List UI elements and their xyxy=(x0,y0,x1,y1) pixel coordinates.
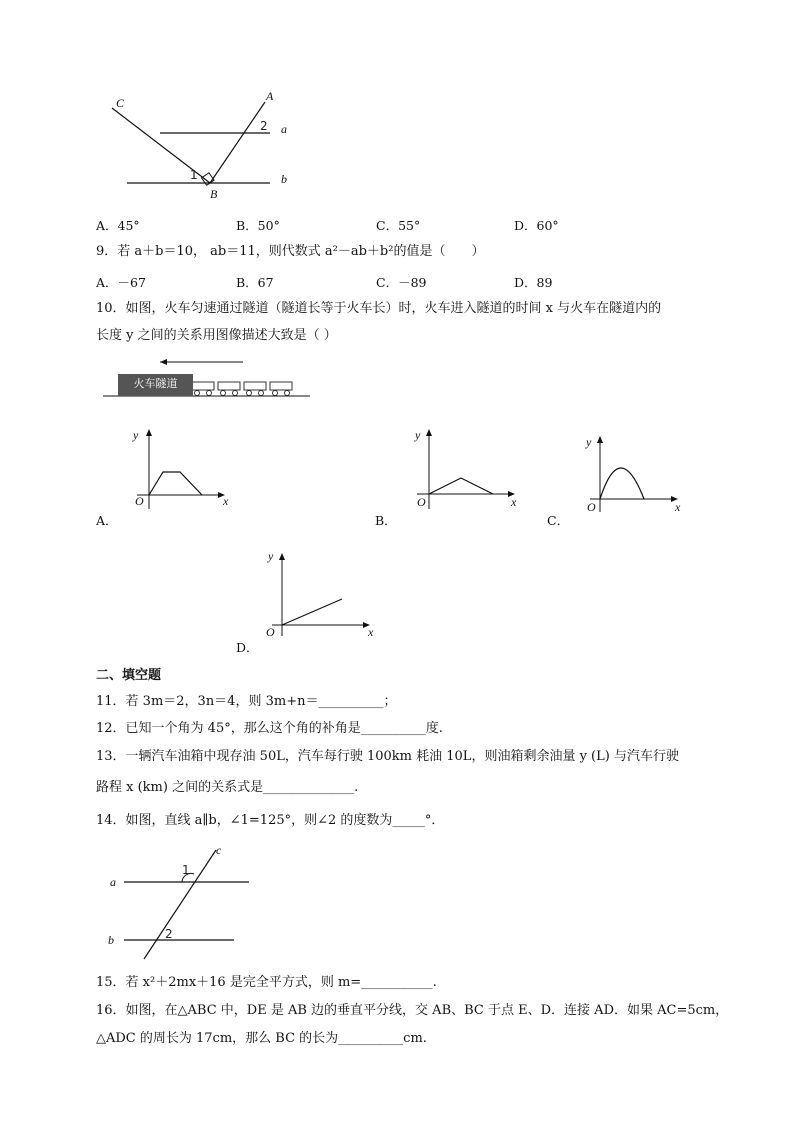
graph-d-x-label: x xyxy=(368,625,374,639)
graph-option-b xyxy=(405,425,530,515)
q8-option-a[interactable]: A．45° xyxy=(96,218,140,233)
label-B: B xyxy=(210,187,218,201)
q8-option-b[interactable]: B．50° xyxy=(236,218,280,233)
label-b: b xyxy=(281,172,287,186)
section-title: 二、填空题 xyxy=(96,668,162,683)
graph-b-x-label: x xyxy=(511,495,517,509)
tunnel-label: 火车隧道 xyxy=(118,374,193,396)
q11-stem: 11．若 3m＝2，3n＝4，则 3m+n＝__________； xyxy=(96,694,397,709)
label-A: A xyxy=(266,89,274,103)
graph-c-y-label: y xyxy=(586,435,592,449)
q8-option-d[interactable]: D．60° xyxy=(514,218,559,233)
q12-stem: 12．已知一个角为 45°，那么这个角的补角是__________度. xyxy=(96,721,443,736)
figure14-label-c: c xyxy=(216,843,222,857)
label-C: C xyxy=(116,96,125,110)
figure-q14 xyxy=(104,842,264,962)
q9-option-c[interactable]: C．－89 xyxy=(376,275,427,290)
figure-q8 xyxy=(100,90,300,205)
graph-d-origin-label: O xyxy=(266,625,275,639)
figure14-label-b: b xyxy=(108,933,114,947)
graph-a-origin-label: O xyxy=(135,494,144,508)
graph-option-a xyxy=(125,425,240,515)
graph-option-d xyxy=(262,548,387,643)
q9-option-a[interactable]: A．－67 xyxy=(96,275,146,290)
q16-stem-line2: △ADC 的周长为 17cm，那么 BC 的长为__________cm. xyxy=(96,1031,427,1046)
graph-option-a-letter[interactable]: A． xyxy=(96,513,118,528)
q15-stem: 15．若 x²＋2mx＋16 是完全平方式，则 m=___________. xyxy=(96,975,437,990)
figure14-label-angle2: 2 xyxy=(165,927,173,941)
graph-a-x-label: x xyxy=(223,494,229,508)
q16-stem-line1: 16．如图，在△ABC 中，DE 是 AB 边的垂直平分线，交 AB、BC 于点 E、D．连接 AD．如果 AC=5cm， xyxy=(96,1003,729,1018)
graph-option-c-letter[interactable]: C． xyxy=(547,513,570,528)
q13-stem-line1: 13．一辆汽车油箱中现存油 50L，汽车每行驶 100km 耗油 10L，则油箱剩余油量 y (L) 与汽车行驶 xyxy=(96,749,679,764)
q8-option-c[interactable]: C．55° xyxy=(376,218,421,233)
graph-a-y-label: y xyxy=(133,428,139,442)
figure14-label-a: a xyxy=(110,875,116,889)
q9-option-d[interactable]: D．89 xyxy=(514,275,553,290)
figure14-label-angle1: 1 xyxy=(182,863,190,877)
graph-option-d-letter[interactable]: D． xyxy=(236,640,259,655)
label-a: a xyxy=(281,122,287,136)
graph-d-y-label: y xyxy=(268,549,274,563)
graph-option-c xyxy=(578,432,693,517)
q10-stem-line2: 长度 y 之间的关系用图像描述大致是（ ） xyxy=(96,328,337,343)
graph-c-origin-label: O xyxy=(587,500,596,514)
graph-b-y-label: y xyxy=(415,428,421,442)
graph-b-origin-label: O xyxy=(417,495,426,509)
q14-stem: 14．如图，直线 a∥b，∠1=125°，则∠2 的度数为_____°． xyxy=(96,813,445,828)
q10-stem-line1: 10．如图，火车匀速通过隧道（隧道长等于火车长）时，火车进入隧道的时间 x 与火车在隧道内的 xyxy=(96,301,662,316)
graph-option-b-letter[interactable]: B． xyxy=(375,513,397,528)
q13-stem-line2: 路程 x (km) 之间的关系式是______________. xyxy=(96,780,359,795)
q9-option-b[interactable]: B．67 xyxy=(236,275,274,290)
label-angle2: 2 xyxy=(260,119,268,133)
q9-stem: 9．若 a＋b＝10， ab＝11，则代数式 a²－ab＋b²的值是（ ） xyxy=(96,244,485,259)
label-angle1: 1 xyxy=(190,168,198,182)
graph-c-x-label: x xyxy=(675,500,681,514)
